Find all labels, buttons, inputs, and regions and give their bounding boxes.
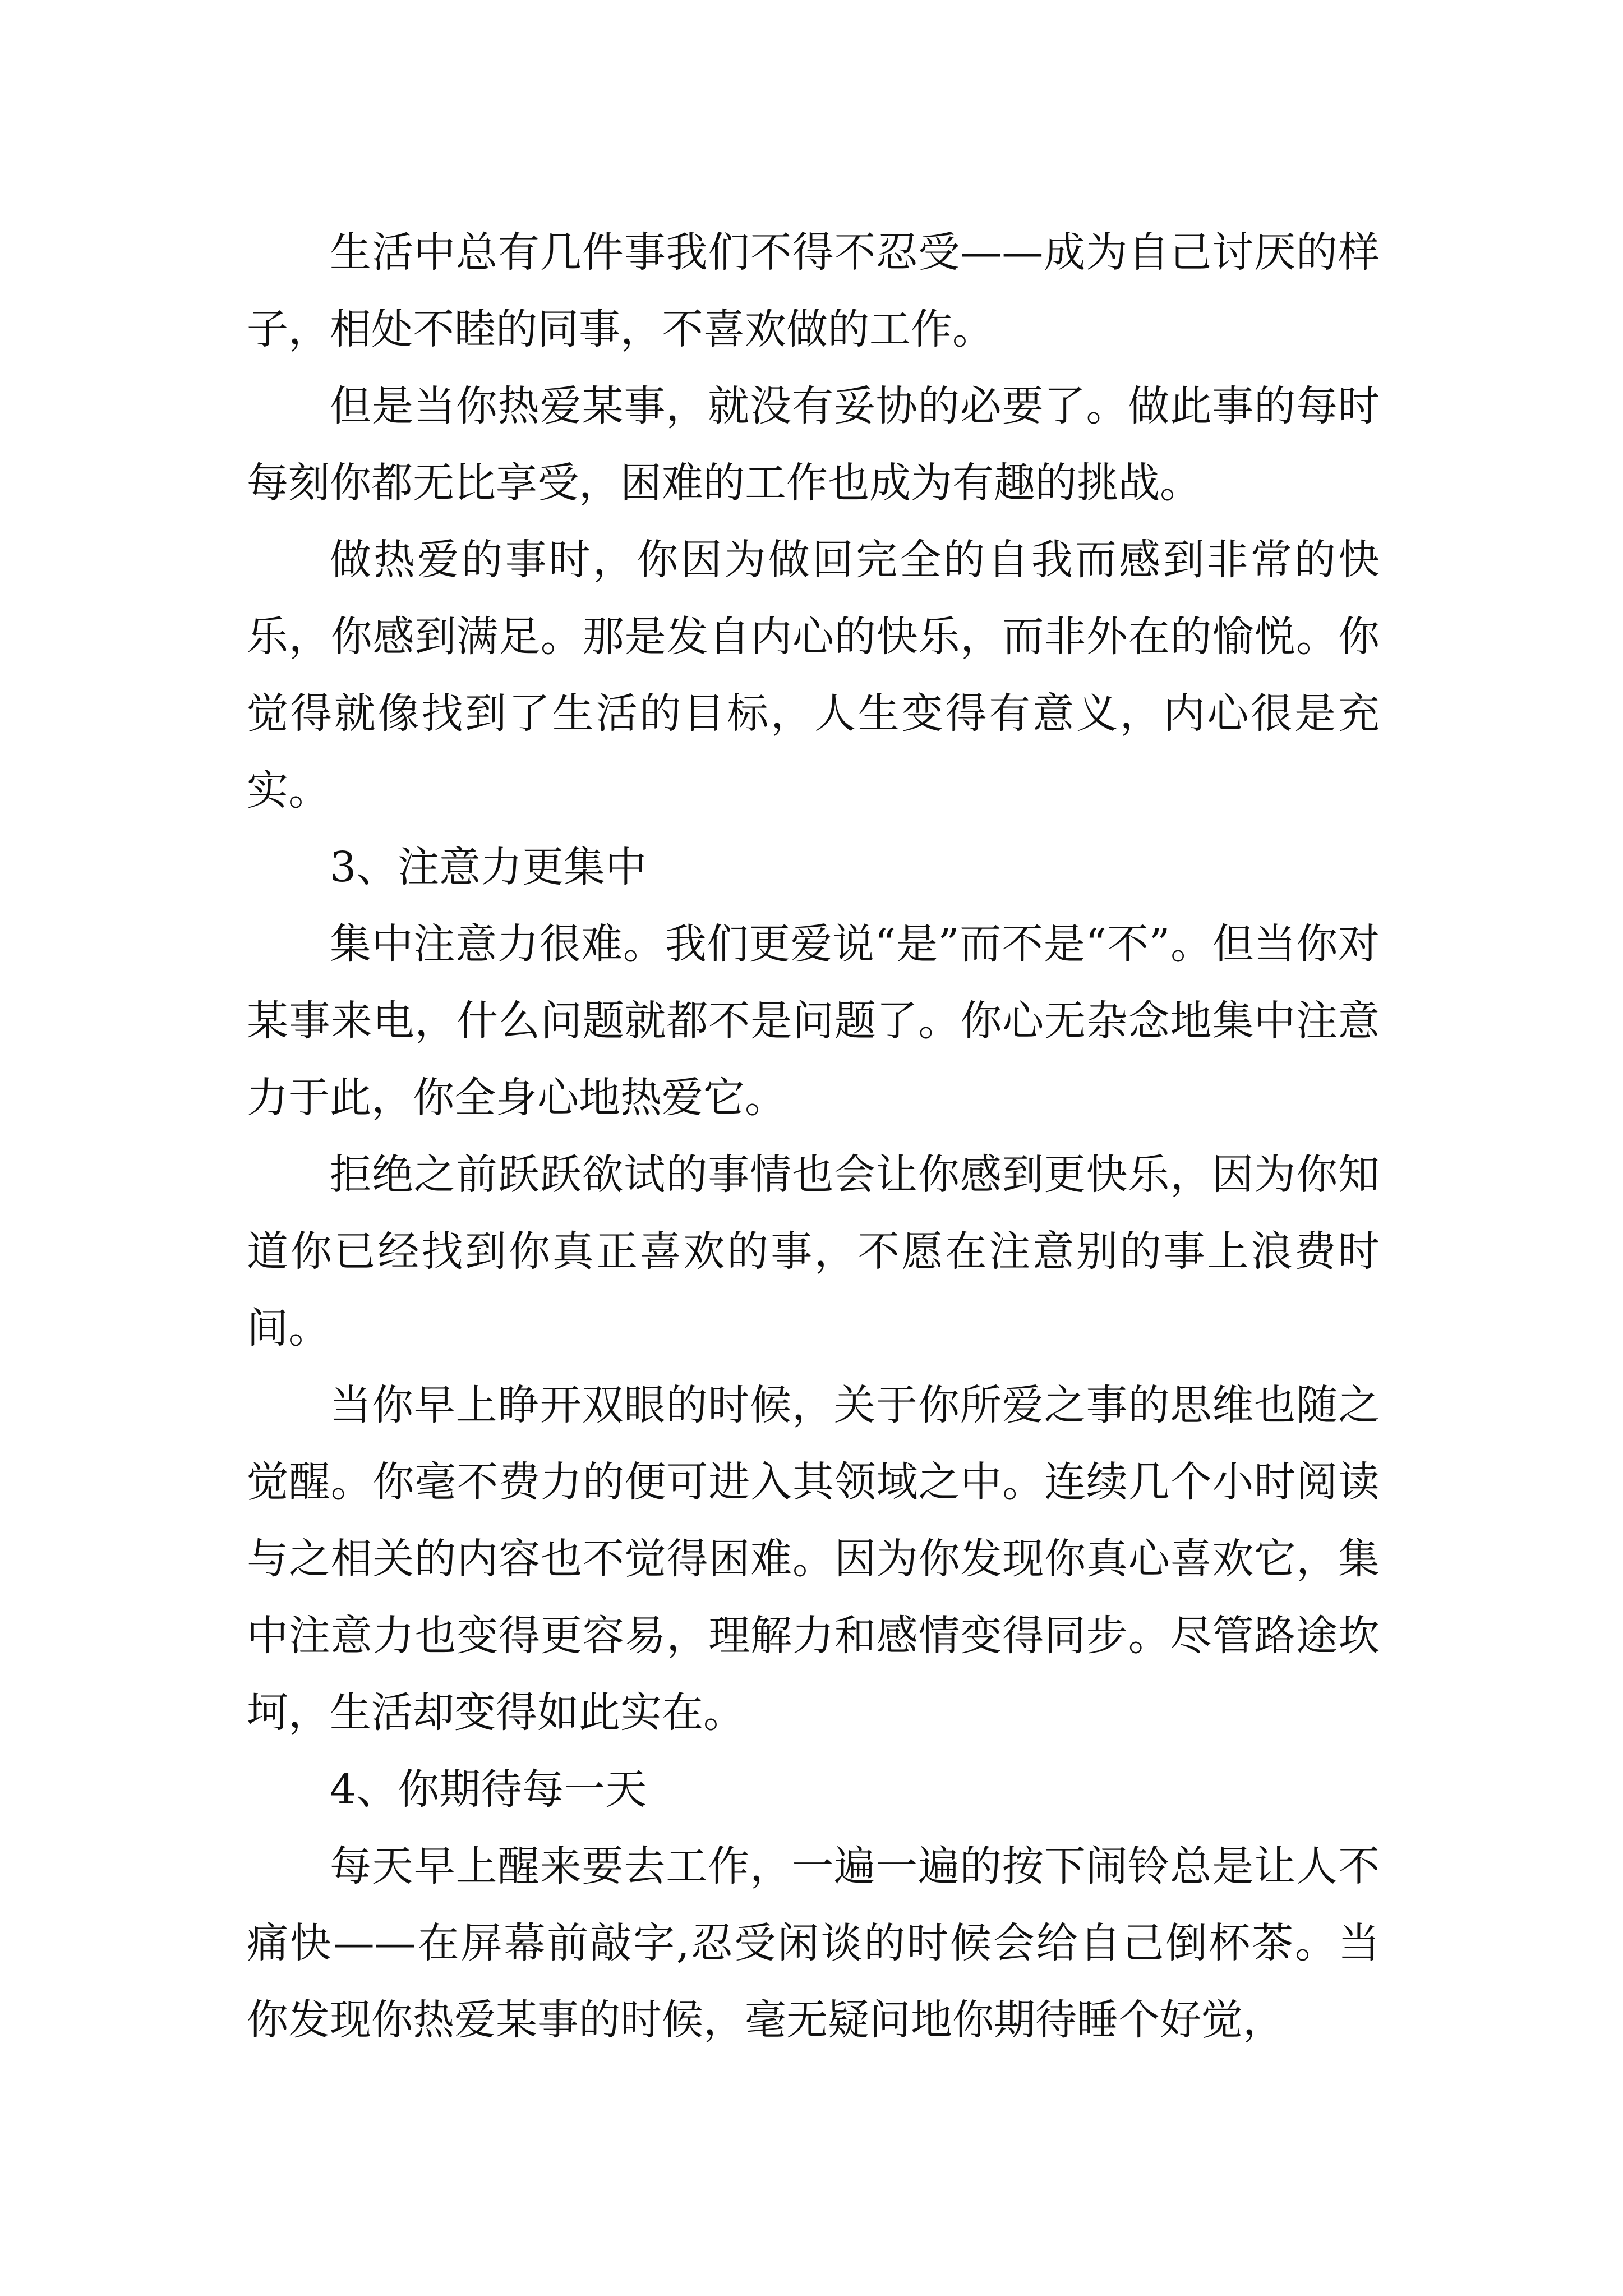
paragraph: 每天早上醒来要去工作，一遍一遍的按下闹铃总是让人不痛快——在屏幕前敲字,忍受闲谈的时候会给自己倒杯茶。当你发现你热爱某事的时候，毫无疑问地你期待睡个好觉， xyxy=(247,1842,1380,2044)
paragraph: 做热爱的事时，你因为做回完全的自我而感到非常的快乐，你感到满足。那是发自内心的快乐，而非外在的愉悦。你觉得就像找到了生活的目标，人生变得有意义，内心很是充实。 xyxy=(247,536,1380,815)
paragraph: 集中注意力很难。我们更爱说“是”而不是“不”。但当你对某事来电，什么问题就都不是问题了。你心无杂念地集中注意力于此，你全身心地热爱它。 xyxy=(247,920,1380,1122)
paragraph: 拒绝之前跃跃欲试的事情也会让你感到更快乐，因为你知道你已经找到你真正喜欢的事，不愿在注意别的事上浪费时间。 xyxy=(247,1151,1380,1352)
paragraph: 当你早上睁开双眼的时候，关于你所爱之事的思维也随之觉醒。你毫不费力的便可进入其领域之中。连续几个小时阅读与之相关的内容也不觉得困难。因为你发现你真心喜欢它，集中注意力也变得更容易，理解力和感情变得同步。尽管路途坎坷，生活却变得如此实在。 xyxy=(247,1381,1380,1737)
paragraph: 但是当你热爱某事，就没有妥协的必要了。做此事的每时每刻你都无比享受，困难的工作也成为有趣的挑战。 xyxy=(247,382,1380,507)
document-page xyxy=(247,214,1380,2059)
paragraph: 生活中总有几件事我们不得不忍受——成为自己讨厌的样子，相处不睦的同事，不喜欢做的工作。 xyxy=(247,228,1380,353)
section-heading: 3、注意力更集中 xyxy=(330,843,647,891)
section-heading: 4、你期待每一天 xyxy=(330,1765,647,1814)
